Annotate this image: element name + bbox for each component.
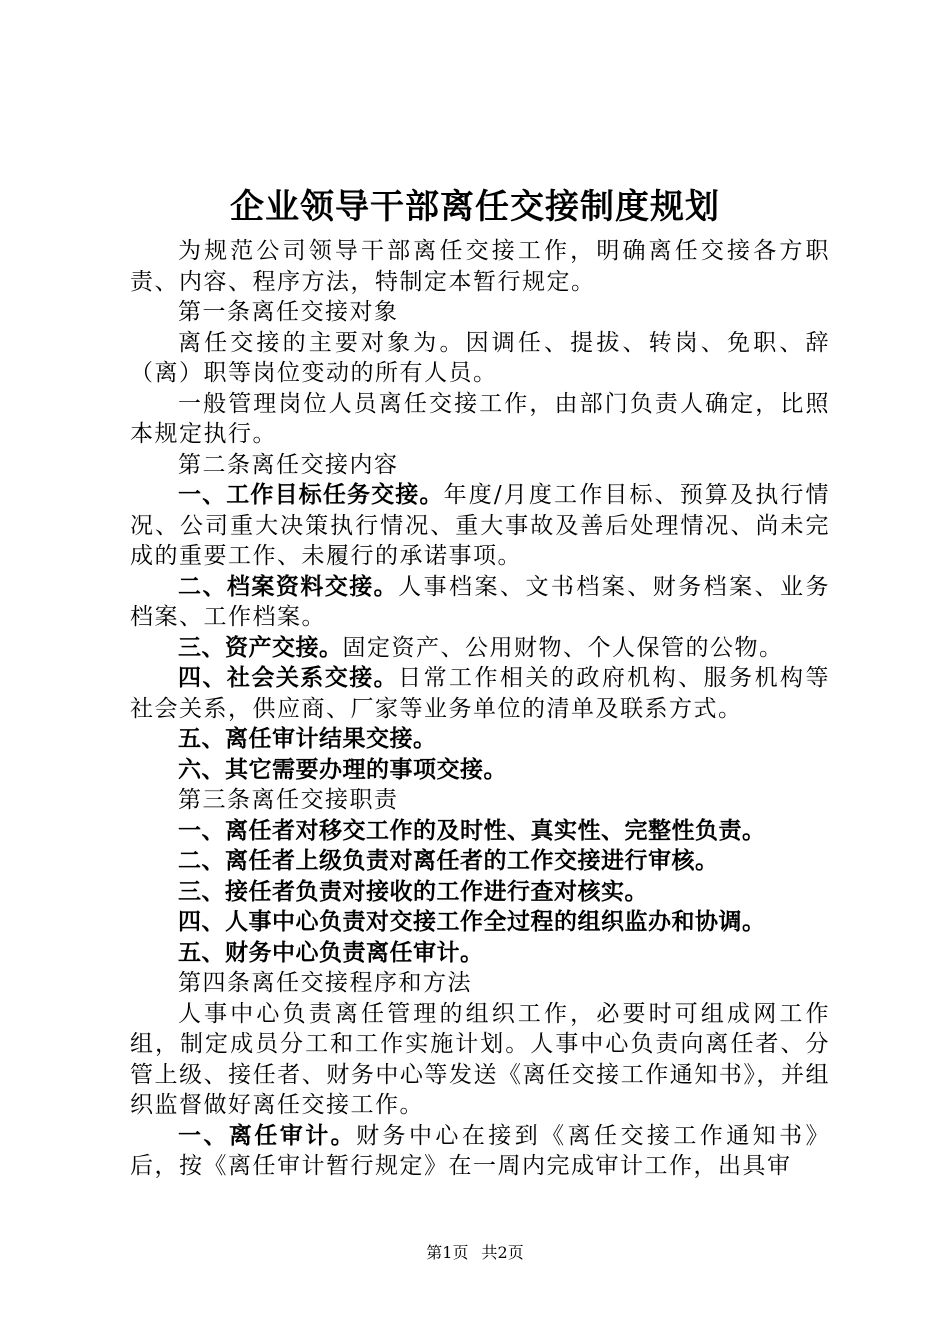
paragraph-heading: 一、离任审计。: [178, 1122, 357, 1149]
paragraph-text: 年度/月度工作目标、预算及执行情况、公司重大决策执行情况、重大事故及善后处理情况、尚未完成的重要工作、未履行的承诺事项。: [130, 482, 831, 569]
paragraph: [130, 328, 830, 389]
paragraph-text: 一般管理岗位人员离任交接工作，由部门负责人确定，比照本规定执行。: [130, 390, 830, 447]
paragraph-heading: 三、资产交接。: [178, 634, 343, 661]
paragraph-text: 第一条离任交接对象: [178, 299, 399, 325]
paragraph-text: 为规范公司领导干部离任交接工作，明确离任交接各方职责、内容、程序方法，特制定本暂行规定。: [130, 238, 830, 295]
paragraph: [130, 877, 830, 908]
paragraph: [130, 1121, 830, 1182]
paragraph: [130, 724, 830, 755]
paragraph-text: 固定资产、公用财物、个人保管的公物。: [342, 634, 784, 661]
paragraph-heading: 二、档案资料交接。: [178, 573, 399, 600]
paragraph-text: 人事中心负责离任管理的组织工作，必要时可组成网工作组，制定成员分工和工作实施计划。人事中心负责向离任者、分管上级、接任者、财务中心等发送《离任交接工作通知书》，并组织监督做好离任交接工作。: [130, 1000, 830, 1118]
paragraph-heading: 三、接任者负责对接收的工作进行查对核实。: [178, 878, 648, 905]
paragraph-text: 第二条离任交接内容: [178, 451, 399, 478]
document-body: [130, 236, 830, 1182]
paragraph: [130, 236, 830, 297]
page-total: 共2页: [481, 1243, 524, 1262]
paragraph: [130, 389, 830, 450]
paragraph-heading: 四、人事中心负责对交接工作全过程的组织监办和协调。: [178, 909, 766, 935]
paragraph: [130, 572, 830, 633]
paragraph-heading: 五、离任审计结果交接。: [178, 726, 437, 752]
paragraph-text: 第四条离任交接程序和方法: [178, 970, 472, 996]
document-title: 企业领导干部离任交接制度规划: [230, 187, 720, 227]
paragraph-heading: 六、其它需要办理的事项交接。: [178, 756, 507, 783]
paragraph: [130, 297, 830, 328]
paragraph: [130, 755, 830, 786]
paragraph-text: 日常工作相关的政府机构、服务机构等社会关系，供应商、厂家等业务单位的清单及联系方式。: [130, 665, 831, 722]
paragraph-heading: 五、财务中心负责离任审计。: [178, 939, 484, 966]
paragraph: [130, 816, 830, 847]
page-number: 第1页: [426, 1243, 469, 1262]
paragraph-heading: 一、工作目标任务交接。: [178, 482, 444, 508]
paragraph-text: 第三条离任交接职责: [178, 787, 399, 813]
paragraph: [130, 785, 830, 816]
paragraph: [130, 907, 830, 938]
paragraph-text: 财务中心在接到《离任交接工作通知书》后，按《离任审计暂行规定》在一周内完成审计工作，出具审: [130, 1122, 830, 1179]
paragraph-heading: 二、离任者上级负责对离任者的工作交接进行审核。: [178, 848, 719, 874]
paragraph: [130, 999, 830, 1121]
paragraph: [130, 938, 830, 969]
paragraph: [130, 968, 830, 999]
paragraph-text: 离任交接的主要对象为。因调任、提拔、转岗、免职、辞（离）职等岗位变动的所有人员。: [130, 329, 830, 386]
paragraph: [130, 633, 830, 664]
paragraph: [130, 480, 830, 572]
paragraph-heading: 四、社会关系交接。: [178, 665, 399, 691]
paragraph: [130, 450, 830, 481]
paragraph: [130, 663, 830, 724]
page-footer: [0, 1242, 950, 1264]
paragraph-text: 人事档案、文书档案、财务档案、业务档案、工作档案。: [130, 573, 831, 630]
paragraph-heading: 一、离任者对移交工作的及时性、真实性、完整性负责。: [178, 817, 766, 844]
paragraph: [130, 846, 830, 877]
